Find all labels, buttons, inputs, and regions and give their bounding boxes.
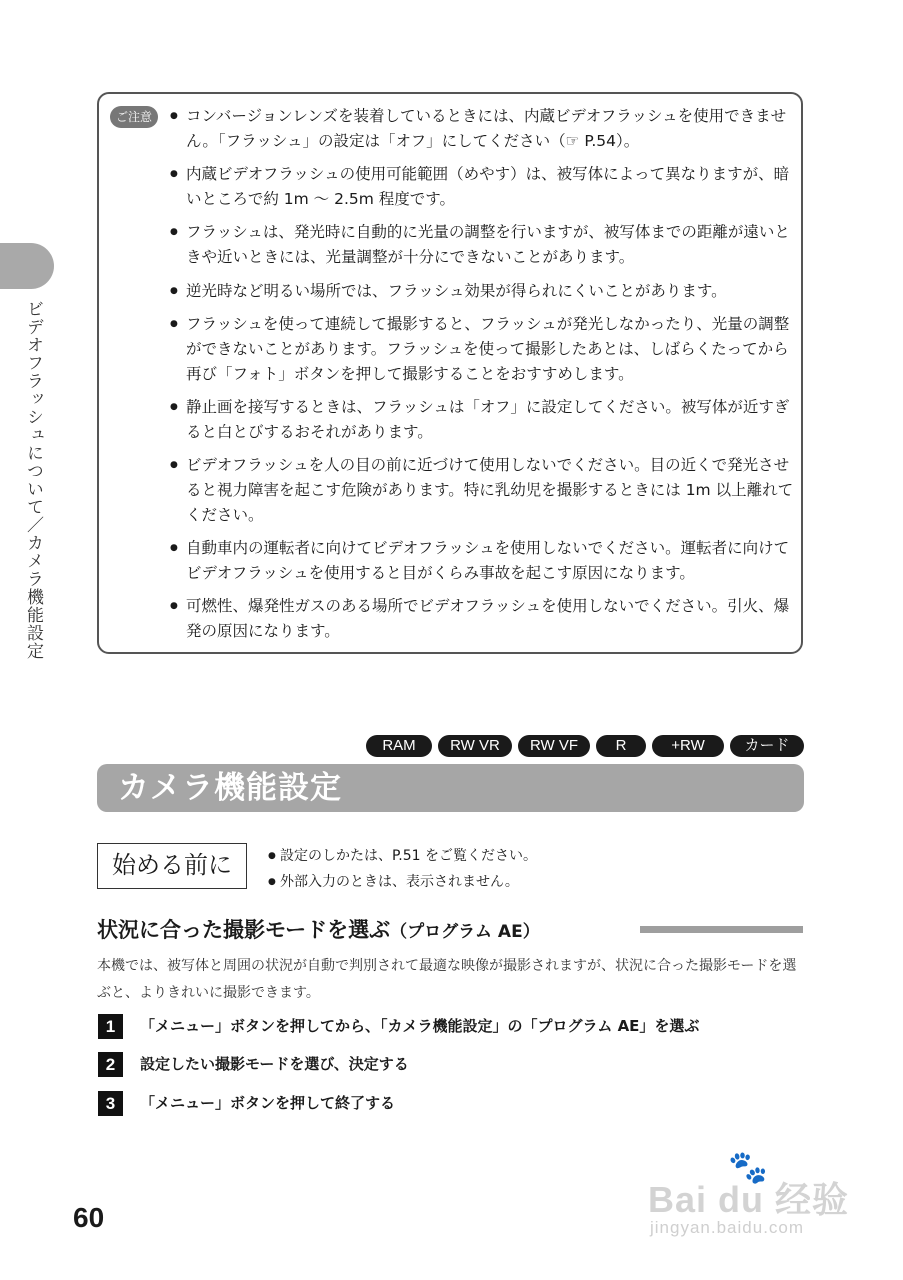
step-text: 「メニュー」ボタンを押して終了する — [140, 1094, 396, 1112]
caution-item: ● 逆光時など明るい場所では、フラッシュ効果が得られにくいことがあります。 — [170, 279, 795, 304]
step-number: 2 — [98, 1052, 123, 1077]
step-text: 「メニュー」ボタンを押してから、「カメラ機能設定」の「プログラム AE」を選ぶ — [140, 1017, 700, 1035]
media-tag-rw-vr: RW VR — [438, 735, 512, 757]
paw-icon: 🐾 — [728, 1148, 768, 1186]
chapter-side-label: ビデオフラッシュについて／カメラ機能設定 — [23, 300, 43, 660]
watermark-logo: Bai du 经验 — [648, 1179, 850, 1220]
caution-item: ● 可燃性、爆発性ガスのある場所でビデオフラッシュを使用しないでください。引火、爆発の原因になります。 — [170, 594, 795, 644]
media-tag-r: R — [596, 735, 646, 757]
page-number: 60 — [73, 1202, 105, 1233]
caution-item: ● 内蔵ビデオフラッシュの使用可能範囲（めやす）は、被写体によって異なりますが、暗いところで約 1m ～ 2.5m 程度です。 — [170, 162, 795, 212]
subsection-heading-text: 状況に合った撮影モードを選ぶ — [97, 918, 391, 942]
media-tag-ram: RAM — [366, 735, 432, 757]
step-number: 1 — [98, 1014, 123, 1039]
subsection-heading-paren: （プログラム AE） — [390, 922, 540, 942]
caution-item: ● フラッシュは、発光時に自動的に光量の調整を行いますが、被写体までの距離が遠いときや近いときには、光量調整が十分にできないことがあります。 — [170, 220, 795, 270]
before-start-note: ● 外部入力のときは、表示されません。 — [268, 872, 519, 892]
caution-item: ● コンバージョンレンズを装着しているときには、内蔵ビデオフラッシュを使用できません。「フラッシュ」の設定は「オフ」にしてください（☞ P.54）。 — [170, 104, 795, 154]
chapter-tab — [0, 243, 54, 289]
media-tag-rw-vf: RW VF — [518, 735, 590, 757]
watermark-url: jingyan.baidu.com — [650, 1218, 805, 1237]
step-text: 設定したい撮影モードを選び、決定する — [140, 1055, 409, 1073]
subsection-heading — [97, 915, 540, 947]
caution-item: ● フラッシュを使って連続して撮影すると、フラッシュが発光しなかったり、光量の調整ができないことがあります。フラッシュを使って撮影したあとは、しばらくたってから再び「フォト」ボタンを押して撮影することをおすすめします。 — [170, 312, 795, 387]
caution-item: ● 自動車内の運転者に向けてビデオフラッシュを使用しないでください。運転者に向けてビデオフラッシュを使用すると目がくらみ事故を起こす原因になります。 — [170, 536, 795, 586]
subsection-intro: 本機では、被写体と周囲の状況が自動で判別されて最適な映像が撮影されますが、状況に合った撮影モードを選ぶと、よりきれいに撮影できます。 — [97, 958, 797, 1001]
heading-rule — [640, 926, 803, 933]
media-tag-plus-rw: +RW — [652, 735, 724, 757]
caution-badge: ご注意 — [110, 106, 158, 128]
before-start-note: ● 設定のしかたは、P.51 をご覧ください。 — [268, 846, 537, 866]
before-start-label: 始める前に — [97, 843, 247, 889]
media-tag-card: カード — [730, 735, 804, 757]
section-title: カメラ機能設定 — [118, 770, 342, 806]
caution-item: ● 静止画を接写するときは、フラッシュは「オフ」に設定してください。被写体が近すぎると白とびするおそれがあります。 — [170, 395, 795, 445]
caution-item: ● ビデオフラッシュを人の目の前に近づけて使用しないでください。目の近くで発光させると視力障害を起こす危険があります。特に乳幼児を撮影するときには 1m 以上離れてください。 — [170, 453, 795, 528]
step-number: 3 — [98, 1091, 123, 1116]
